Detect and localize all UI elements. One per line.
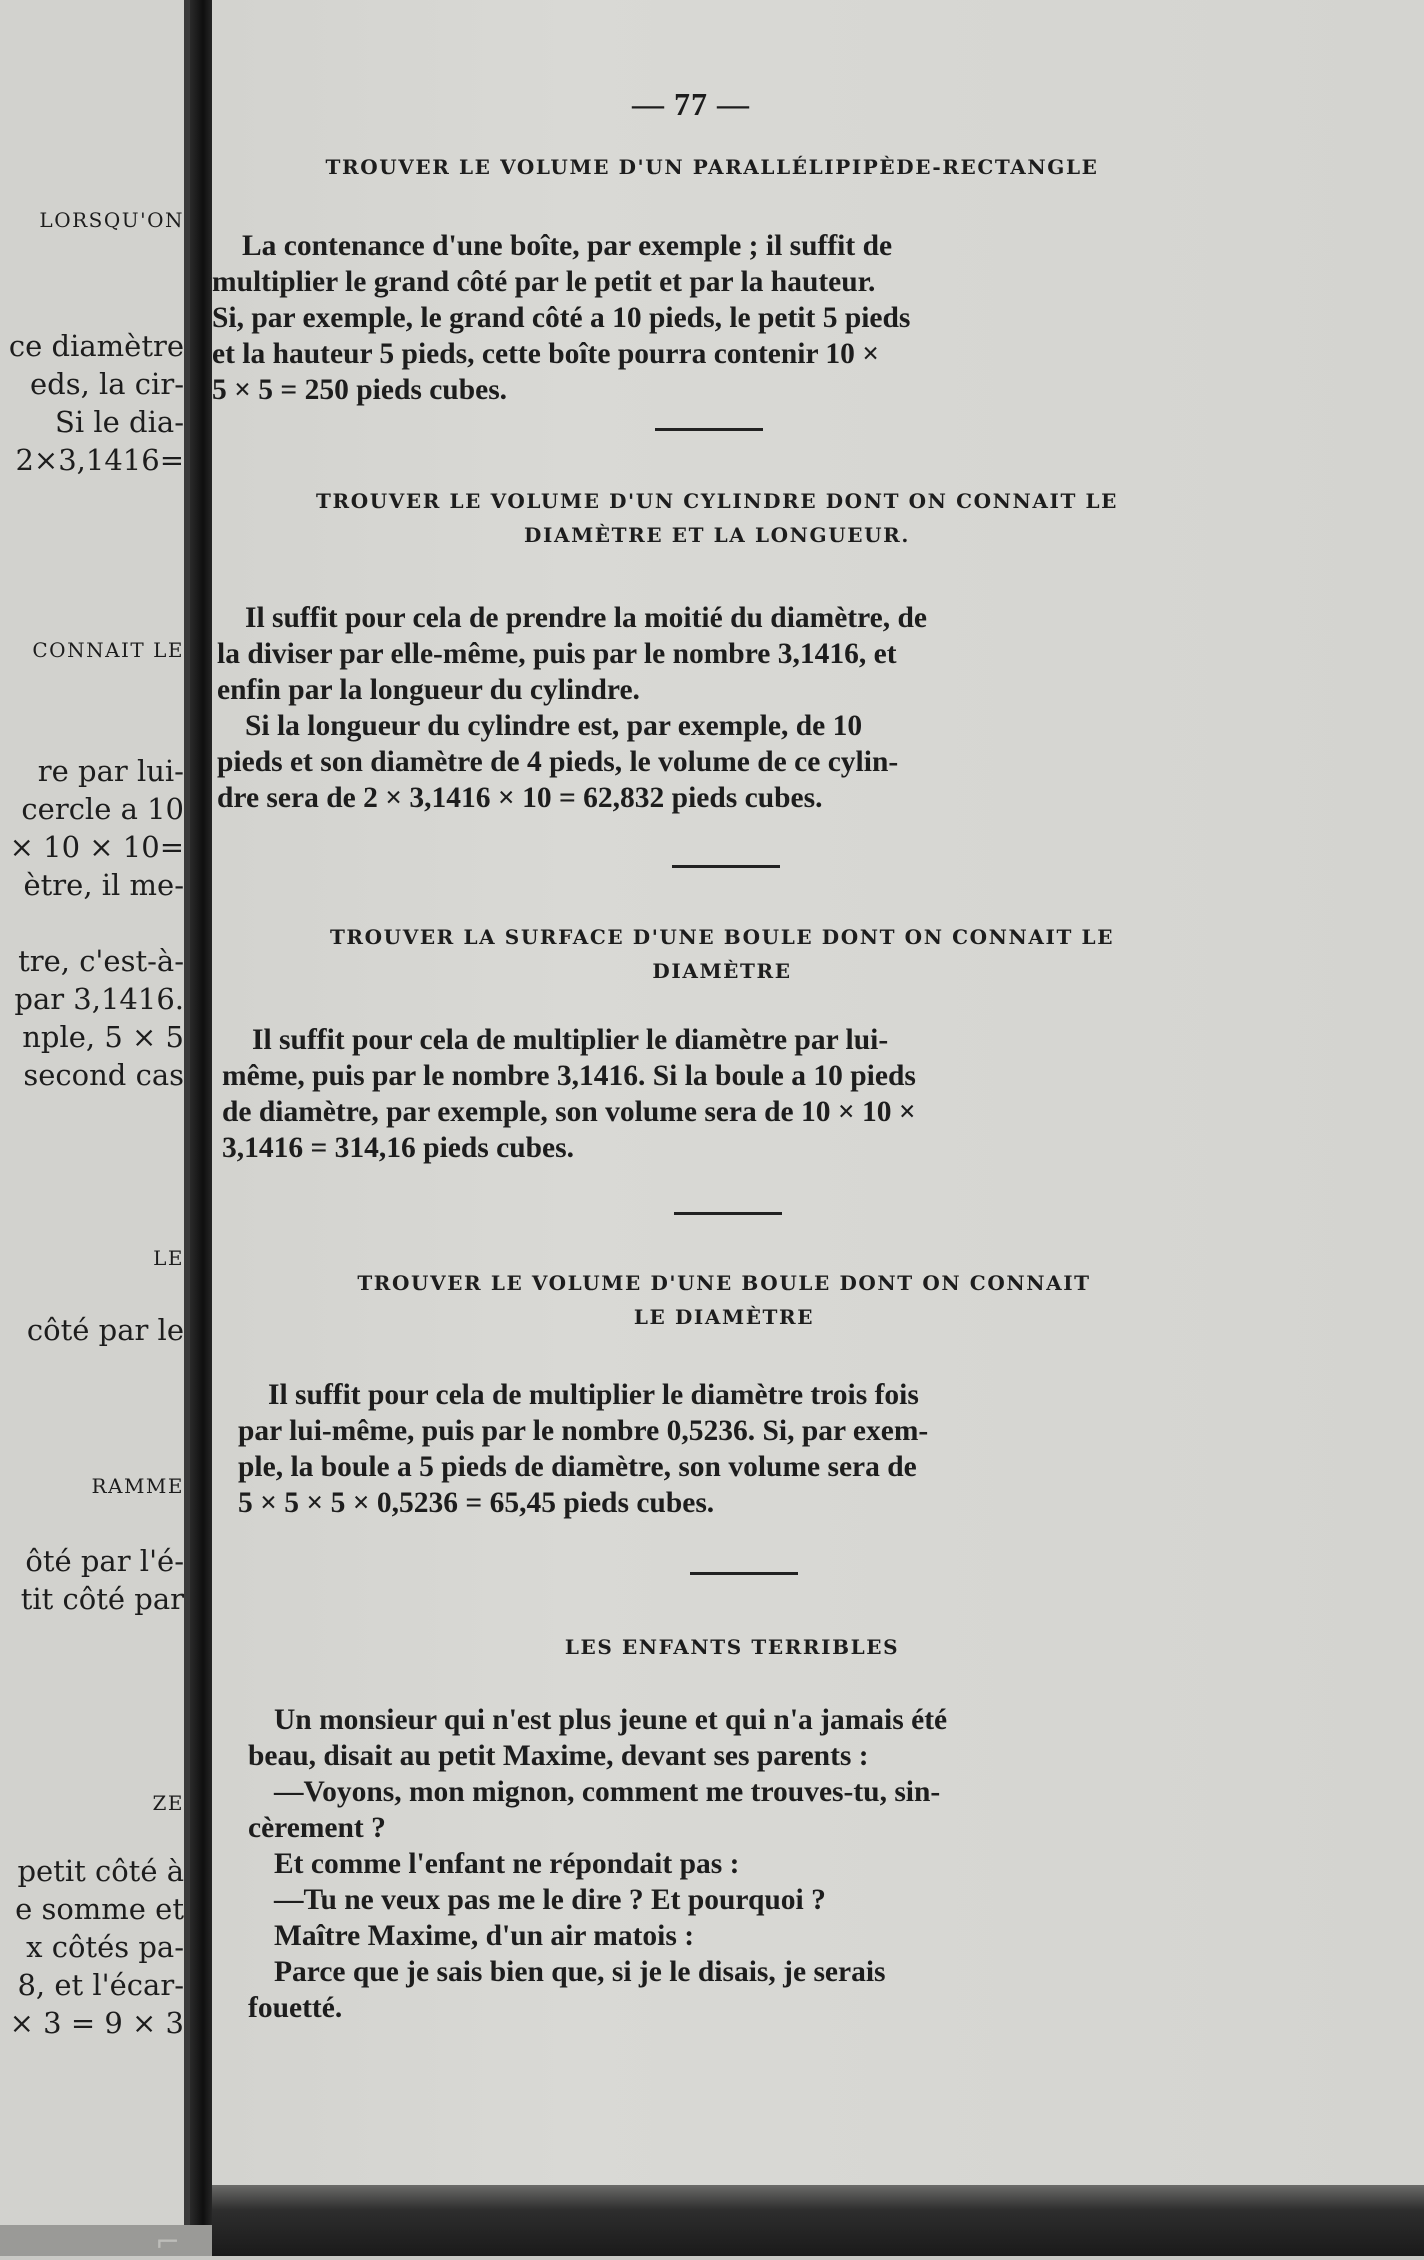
left-fragment-line: Si le dia- (55, 405, 184, 439)
text-line: par lui-même, puis par le nombre 0,5236. Si, par exem- (238, 1415, 929, 1447)
text-line: La contenance d'une boîte, par exemple ; il suffit de (242, 230, 893, 262)
section-divider (655, 428, 763, 431)
page-bottom-shadow (212, 2185, 1424, 2256)
left-fragment-line: e somme et (15, 1892, 184, 1926)
text-line: —Tu ne veux pas me le dire ? Et pourquoi ? (274, 1884, 826, 1916)
section-divider (690, 1572, 798, 1575)
text-line: fouetté. (248, 1992, 343, 2024)
left-fragment-line: ôté par l'é- (25, 1544, 184, 1578)
section-divider (672, 865, 780, 868)
section-heading (217, 484, 1217, 552)
heading-line: TROUVER LE VOLUME D'UN PARALLÉLIPIPÈDE-RECTANGLE (325, 155, 1099, 179)
text-line: la diviser par elle-même, puis par le nombre 3,1416, et (217, 638, 897, 670)
left-fragment-line: × 10 × 10= (9, 830, 184, 864)
text-line: beau, disait au petit Maxime, devant ses parents : (248, 1740, 869, 1772)
section-paragraph (222, 1022, 1222, 1166)
left-fragment-line: ZE (152, 1791, 184, 1815)
left-fragment-line: CONNAIT LE (32, 638, 184, 662)
text-line: enfin par la longueur du cylindre. (217, 674, 640, 706)
heading-line: TROUVER LE VOLUME D'UNE BOULE DONT ON CONNAIT (357, 1271, 1091, 1295)
left-fragment-line: petit côté à (17, 1854, 184, 1888)
text-line: dre sera de 2 × 3,1416 × 10 = 62,832 pieds cubes. (217, 782, 823, 814)
heading-line: LES ENFANTS TERRIBLES (564, 1635, 900, 1659)
left-fragment-line: 2×3,1416= (15, 443, 184, 477)
left-fragment-line: tre, c'est-à- (18, 944, 184, 978)
left-fragment-line: eds, la cir- (29, 367, 184, 401)
left-page-fragment (0, 0, 190, 2256)
left-fragment-line: nple, 5 × 5 (22, 1020, 184, 1054)
text-line: multiplier le grand côté par le petit et par la hauteur. (212, 266, 876, 298)
heading-line: TROUVER LA SURFACE D'UNE BOULE DONT ON CONNAIT LE (329, 925, 1115, 949)
heading-line: DIAMÈTRE ET LA LONGUEUR. (524, 523, 910, 547)
left-fragment-line: RAMME (91, 1474, 184, 1498)
text-line: Maître Maxime, d'un air matois : (274, 1920, 695, 1952)
section-heading (224, 1266, 1224, 1334)
text-line: ple, la boule a 5 pieds de diamètre, son volume sera de (238, 1451, 917, 1483)
left-fragment-line: ce diamètre (8, 329, 184, 363)
text-line: 3,1416 = 314,16 pieds cubes. (222, 1132, 574, 1164)
scan-bottom-edge (0, 2225, 212, 2256)
text-line: Si, par exemple, le grand côté a 10 pieds, le petit 5 pieds (212, 302, 911, 334)
text-line: Il suffit pour cela de multiplier le diamètre par lui- (252, 1024, 889, 1056)
left-fragment-line: par 3,1416. (14, 982, 184, 1016)
page-number: — 77 — (632, 86, 750, 122)
section-paragraph (212, 228, 1202, 408)
main-page (212, 0, 1232, 2185)
left-fragment-line: LORSQU'ON (39, 208, 184, 232)
left-fragment-line: côté par le (26, 1313, 184, 1347)
section-heading (232, 1630, 1232, 1664)
left-fragment-line: second cas (23, 1058, 184, 1092)
text-line: Il suffit pour cela de multiplier le diamètre trois fois (268, 1379, 919, 1411)
section-paragraph (248, 1702, 1238, 2026)
text-line: Et comme l'enfant ne répondait pas : (274, 1848, 740, 1880)
text-line: Parce que je sais bien que, si je le disais, je serais (274, 1956, 886, 1988)
text-line: Il suffit pour cela de prendre la moitié du diamètre, de (245, 602, 928, 634)
book-gutter (190, 0, 212, 2256)
left-fragment-line: ètre, il me- (23, 868, 184, 902)
left-fragment-line: × 3 = 9 × 3 (9, 2006, 184, 2040)
text-line: pieds et son diamètre de 4 pieds, le volume de ce cylin- (217, 746, 899, 778)
text-line: même, puis par le nombre 3,1416. Si la boule a 10 pieds (222, 1060, 916, 1092)
heading-line: TROUVER LE VOLUME D'UN CYLINDRE DONT ON CONNAIT LE (315, 489, 1119, 513)
left-fragment-line: x côtés pa- (26, 1930, 184, 1964)
text-line: —Voyons, mon mignon, comment me trouves-tu, sin- (274, 1776, 941, 1808)
left-fragment-line: LE (153, 1246, 184, 1270)
heading-line: LE DIAMÈTRE (633, 1305, 815, 1329)
text-line: Un monsieur qui n'est plus jeune et qui n'a jamais été (274, 1704, 948, 1736)
left-fragment-line: cercle a 10 (21, 792, 184, 826)
left-fragment-line: tit côté par (20, 1582, 184, 1616)
text-line: Si la longueur du cylindre est, par exemple, de 10 (245, 710, 863, 742)
heading-line: DIAMÈTRE (652, 959, 792, 983)
section-heading (212, 150, 1212, 184)
left-fragment-line: re par lui- (37, 754, 184, 788)
scan-mark: ⌐ (155, 2225, 181, 2260)
section-heading (222, 920, 1222, 988)
section-divider (674, 1212, 782, 1215)
text-line: 5 × 5 = 250 pieds cubes. (212, 374, 508, 406)
text-line: de diamètre, par exemple, son volume sera de 10 × 10 × (222, 1096, 916, 1128)
text-line: 5 × 5 × 5 × 0,5236 = 65,45 pieds cubes. (238, 1487, 715, 1519)
section-paragraph (217, 600, 1217, 816)
left-fragment-line: 8, et l'écar- (17, 1968, 184, 2002)
text-line: cèrement ? (248, 1812, 386, 1844)
text-line: et la hauteur 5 pieds, cette boîte pourra contenir 10 × (212, 338, 880, 370)
section-paragraph (238, 1377, 1228, 1521)
